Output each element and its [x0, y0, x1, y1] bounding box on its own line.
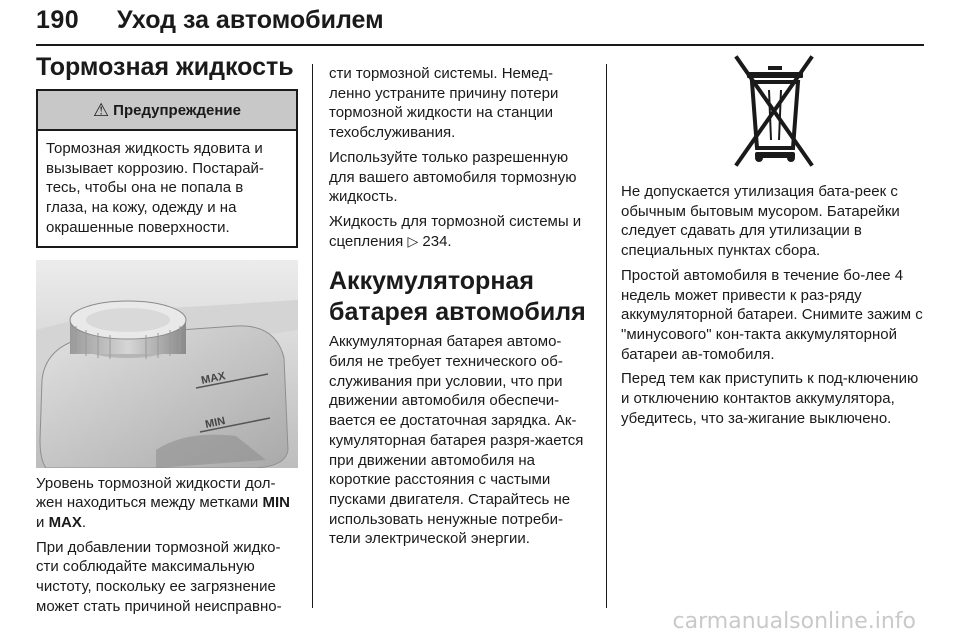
warning-body — [38, 131, 296, 246]
header-rule — [36, 44, 924, 46]
max-mark: MAX — [200, 369, 227, 387]
watermark: carmanualsonline.info — [672, 609, 916, 634]
and-word: и — [36, 513, 45, 531]
min-label: MIN — [262, 494, 290, 512]
column-divider-1 — [312, 64, 313, 608]
reference-arrow: ▷ — [407, 233, 419, 250]
brake-fluid-reservoir-image — [36, 260, 298, 468]
min-mark: MIN — [204, 414, 227, 431]
crossed-out-bin-icon — [729, 52, 819, 170]
battery-storage-paragraph: Простой автомобиля в течение бо-лее 4 недель может привести к раз-ряду аккумуляторной батареи. Снимите зажим с "минусового" кон-такта аккумуляторной батареи ав-томобиля. — [621, 266, 923, 363]
battery-heading: Аккумуляторная батарея автомобиля — [329, 267, 586, 327]
column-2 — [329, 64, 593, 554]
reference-page[interactable]: 234. — [422, 232, 452, 250]
warning-text: Тормозная жидкость ядовита и вызывает коррозию. Постарай-тесь, чтобы она не попала в глаза, на кожу, одежду и на окрашенные поверхности. — [46, 140, 264, 236]
cleanliness-paragraph-cont: сти тормозной системы. Немед-ленно устраните причину потери тормозной жидкости на станции техобслуживания. — [329, 65, 559, 142]
warning-title: Предупреждение — [113, 101, 241, 119]
warning-header — [38, 91, 296, 131]
column-3 — [621, 52, 926, 433]
cleanliness-paragraph: При добавлении тормозной жидко-сти соблюдайте максимальную чистоту, поскольку ее загрязнение может стать причиной неисправно- — [36, 538, 282, 615]
battery-ignition-paragraph: Перед тем как приступить к под-ключению и отключению контактов аккумулятора, убедитесь, что за-жигание выключено. — [621, 370, 919, 427]
column-divider-2 — [606, 64, 607, 608]
level-text: Уровень тормозной жидкости дол-жен находиться между метками — [36, 474, 276, 512]
battery-paragraph-1: Аккумуляторная батарея автомо-биля не требует технического об-служивания при условии, что при движении автомобиля обеспечи-вается ее достаточная зарядка. Ак-кумуляторная батарея разря-жается при движении автомобиля на короткие расстояния с частыми пусками двигателя. Старайтесь не использовать ненужные потреби-тели электрической энергии. — [329, 333, 584, 548]
warning-triangle-icon: ⚠ — [93, 99, 110, 120]
fluid-reference-paragraph — [329, 212, 593, 252]
battery-disposal-paragraph: Не допускается утилизация бата-реек с обычным бытовым мусором. Батарейки следует сдавать для утилизации в специальных пунктах сбора. — [621, 183, 900, 260]
fluid-reference-text: Жидкость для тормозной системы и сцепления — [329, 212, 582, 250]
chapter-title: Уход за автомобилем — [117, 6, 384, 34]
brake-fluid-heading: Тормозная жидкость — [36, 53, 294, 81]
level-paragraph — [36, 474, 298, 533]
page-number: 190 — [36, 6, 80, 34]
approved-fluid-paragraph: Используйте только разрешенную для вашего автомобиля тормозную жидкость. — [329, 148, 577, 206]
max-label: MAX — [48, 513, 82, 531]
period: . — [81, 513, 87, 531]
column-1 — [36, 52, 298, 621]
warning-box — [36, 89, 298, 248]
